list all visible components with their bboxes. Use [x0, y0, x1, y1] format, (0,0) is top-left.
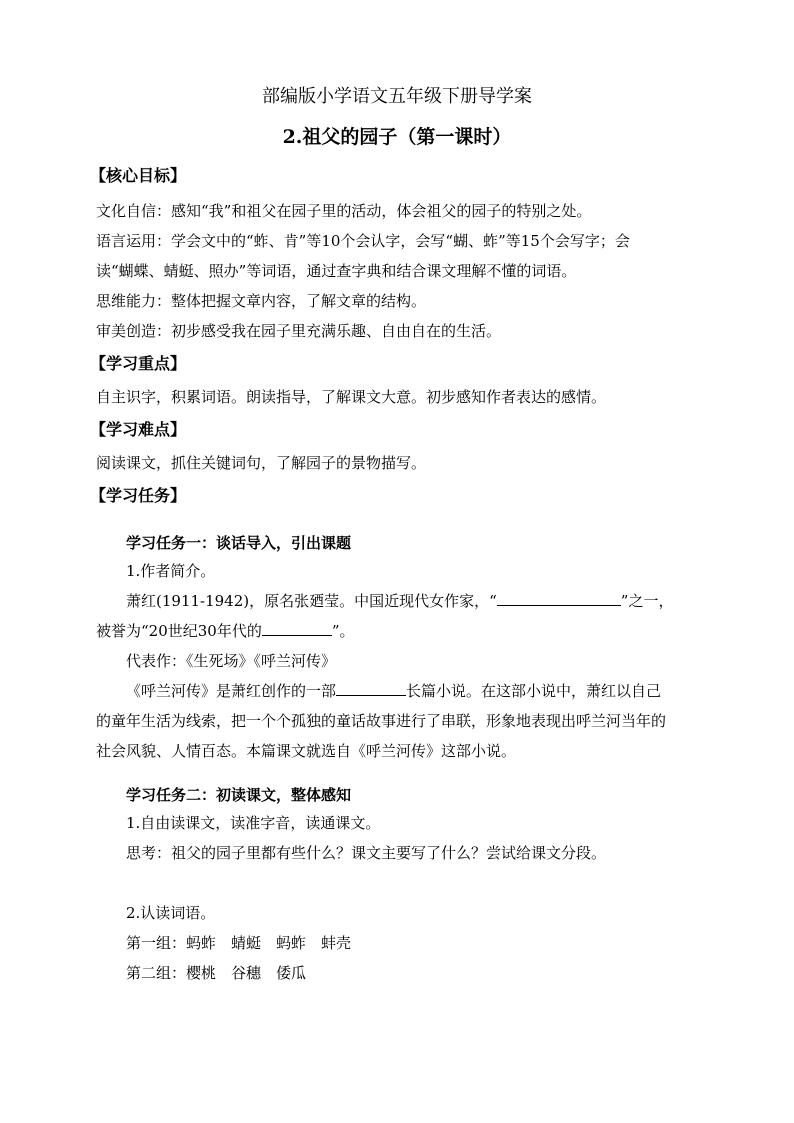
task2-item-words: 2.认读词语。: [126, 904, 216, 922]
task1-bio-line2: [96, 616, 698, 646]
document-title: 部编版小学语文五年级下册导学案: [262, 86, 532, 107]
goal-thinking: 思维能力：整体把握文章内容，了解文章的结构。: [96, 292, 427, 310]
bio-text-d: ”。: [331, 622, 355, 640]
task1-title: 学习任务一：谈话导入，引出课题: [126, 534, 352, 552]
task1-works: 代表作：《生死场》《呼兰河传》: [126, 652, 337, 670]
blank-fill-1[interactable]: [497, 587, 621, 606]
goal-aesthetic: 审美创造：初步感受我在园子里充满乐趣、自由自在的生活。: [96, 322, 502, 340]
task1-novel-line1: [96, 676, 698, 706]
novel-text-a: 《呼兰河传》是萧红创作的一部: [126, 682, 337, 700]
blank-fill-2[interactable]: [262, 617, 332, 636]
word-group-1: 第一组：蚂蚱 蜻蜓 蚂蚱 蚌壳: [126, 934, 352, 952]
task1-bio-line1: [96, 586, 698, 616]
lesson-title: 2.祖父的园子（第一课时）: [282, 126, 512, 148]
task1-novel-line2: 的童年生活为线索，把一个个孤独的童话故事进行了串联，形象地表现出呼兰河当年的: [96, 712, 667, 730]
core-goals-heading: 【核心目标】: [90, 166, 187, 185]
tasks-heading: 【学习任务】: [90, 486, 187, 505]
goal-language: 语言运用：学会文中的“蚱、肯”等10个会认字，会写“蝴、蚱”等15个会写字；会: [96, 232, 630, 250]
bio-text-a: 萧红(1911-1942)，原名张廼莹。中国近现代女作家，“: [126, 592, 497, 610]
task2-title: 学习任务二：初读课文，整体感知: [126, 786, 352, 804]
task2-think: 思考：祖父的园子里都有些什么？课文主要写了什么？尝试给课文分段。: [126, 844, 607, 862]
task1-item-author: 1.作者简介。: [126, 562, 216, 580]
bio-text-b: ”之一，: [620, 592, 674, 610]
task2-item-read: 1.自由读课文，读准字音，读通课文。: [126, 814, 381, 832]
difficulties-text: 阅读课文，抓住关键词句，了解园子的景物描写。: [96, 454, 427, 472]
bio-text-c: 被誉为“20世纪30年代的: [96, 622, 262, 640]
goal-language-cont: 读“蝴蝶、蜻蜓、照办”等词语，通过查字典和结合课文理解不懂的词语。: [96, 262, 577, 280]
key-points-text: 自主识字，积累词语。朗读指导，了解课文大意。初步感知作者表达的感情。: [96, 388, 607, 406]
key-points-heading: 【学习重点】: [90, 354, 187, 373]
difficulties-heading: 【学习难点】: [90, 420, 187, 439]
novel-text-b: 长篇小说。在这部小说中，萧红以自己: [406, 682, 662, 700]
goal-culture: 文化自信：感知“我”和祖父在园子里的活动，体会祖父的园子的特别之处。: [96, 202, 592, 220]
task1-novel-line3: 社会风貌、人情百态。本篇课文就选自《呼兰河传》这部小说。: [96, 742, 517, 760]
word-group-2: 第二组：樱桃 谷穗 倭瓜: [126, 964, 307, 982]
blank-fill-3[interactable]: [336, 677, 406, 696]
